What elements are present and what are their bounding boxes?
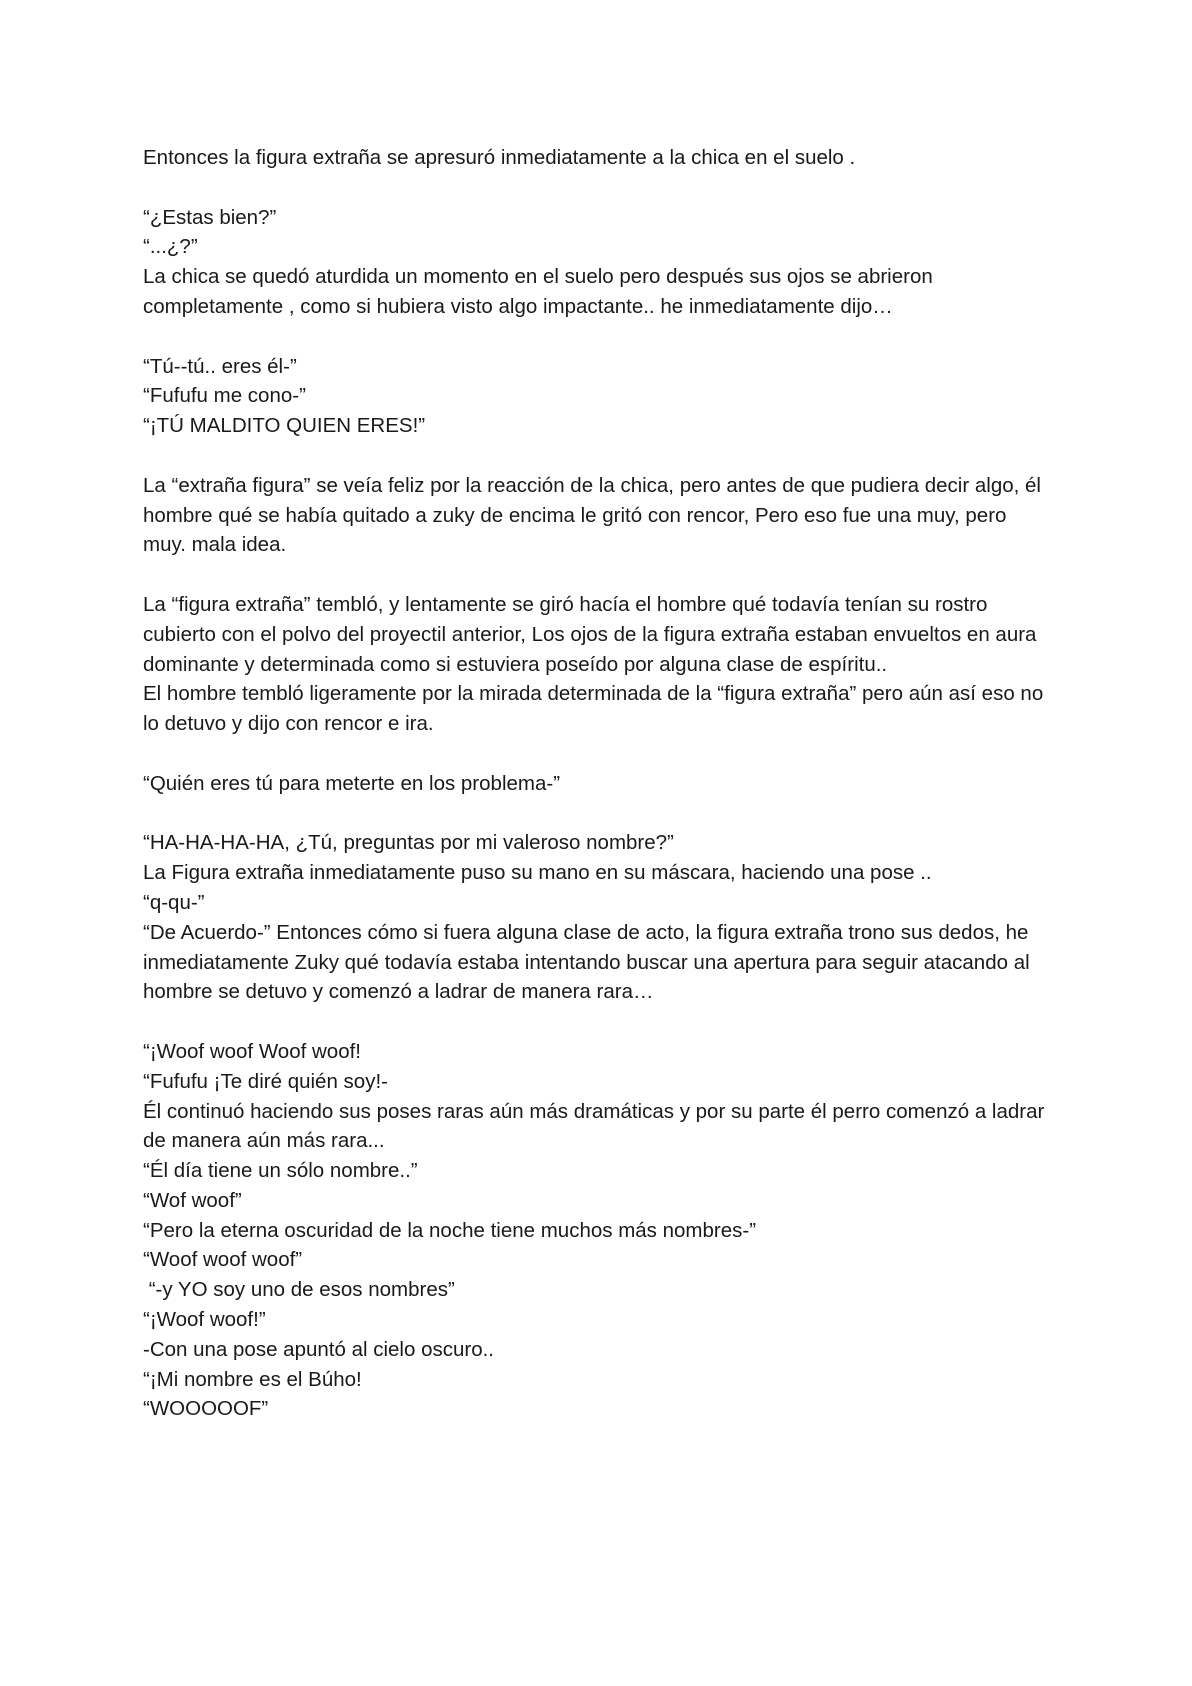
paragraph-7 <box>143 828 1048 1007</box>
text-line: La “figura extraña” tembló, y lentamente se giró hacía el hombre qué todavía tenían su rostro cubierto con el polvo del proyectil anterior, Los ojos de la figura extraña estaban envueltos en aura dominante y determinada como si estuviera poseído por alguna clase de espíritu.. <box>143 592 1037 676</box>
text-line: “-y YO soy uno de esos nombres” <box>143 1278 455 1302</box>
document-body <box>143 143 1048 1454</box>
text-line: “¡Woof woof Woof woof! <box>143 1039 361 1063</box>
text-line: “¡Woof woof!” <box>143 1308 266 1332</box>
text-line: La chica se quedó aturdida un momento en el suelo pero después sus ojos se abrieron completamente , como si hubiera visto algo impactante.. he inmediatamente dijo… <box>143 265 933 318</box>
text-line: “Fufufu ¡Te diré quién soy!- <box>143 1069 388 1093</box>
text-line: “Pero la eterna oscuridad de la noche tiene muchos más nombres-” <box>143 1218 757 1242</box>
paragraph-8 <box>143 1037 1048 1424</box>
text-line: La Figura extraña inmediatamente puso su mano en su máscara, haciendo una pose .. <box>143 861 932 885</box>
text-line: “Woof woof woof” <box>143 1248 303 1272</box>
paragraph-5 <box>143 590 1048 739</box>
text-line: “WOOOOOF” <box>143 1397 269 1421</box>
paragraph-4 <box>143 471 1048 560</box>
text-line: Él continuó haciendo sus poses raras aún más dramáticas y por su parte él perro comenzó a ladrar de manera aún más rara... <box>143 1099 1045 1153</box>
paragraph-2 <box>143 203 1048 322</box>
text-line: “...¿?” <box>143 235 198 259</box>
text-line: “¡Mi nombre es el Búho! <box>143 1367 362 1391</box>
text-line: Entonces la figura extraña se apresuró inmediatamente a la chica en el suelo . <box>143 146 856 169</box>
text-line: “HA-HA-HA-HA, ¿Tú, preguntas por mi valeroso nombre?” <box>143 831 674 855</box>
text-line: “¿Estas bien?” <box>143 205 277 229</box>
paragraph-6 <box>143 769 1048 799</box>
text-line: “Fufufu me cono-” <box>143 384 306 408</box>
text-line: “Tú--tú.. eres él-” <box>143 354 297 378</box>
text-line: -Con una pose apuntó al cielo oscuro.. <box>143 1337 495 1361</box>
text-line: “q-qu-” <box>143 890 205 914</box>
text-line: La “extraña figura” se veía feliz por la reacción de la chica, pero antes de que pudiera decir algo, él hombre qué se había quitado a zuky de encima le gritó con rencor, Pero eso fue una muy, pero muy. mala idea. <box>143 473 1041 557</box>
paragraph-1 <box>143 143 1048 173</box>
text-line: “¡TÚ MALDITO QUIEN ERES!” <box>143 414 426 438</box>
text-line: “Quién eres tú para meterte en los problema-” <box>143 771 561 795</box>
text-line: “Wof woof” <box>143 1188 242 1212</box>
text-line: “De Acuerdo-” Entonces cómo si fuera alguna clase de acto, la figura extraña trono sus dedos, he inmediatamente Zuky qué todavía estaba intentando buscar una apertura para seguir atacando al hombre se detuvo y comenzó a ladrar de manera rara… <box>143 920 1030 1004</box>
paragraph-3 <box>143 352 1048 441</box>
text-line: El hombre tembló ligeramente por la mirada determinada de la “figura extraña” pero aún así eso no lo detuvo y dijo con rencor e ira. <box>143 682 1044 736</box>
text-line: “Él día tiene un sólo nombre..” <box>143 1159 418 1183</box>
